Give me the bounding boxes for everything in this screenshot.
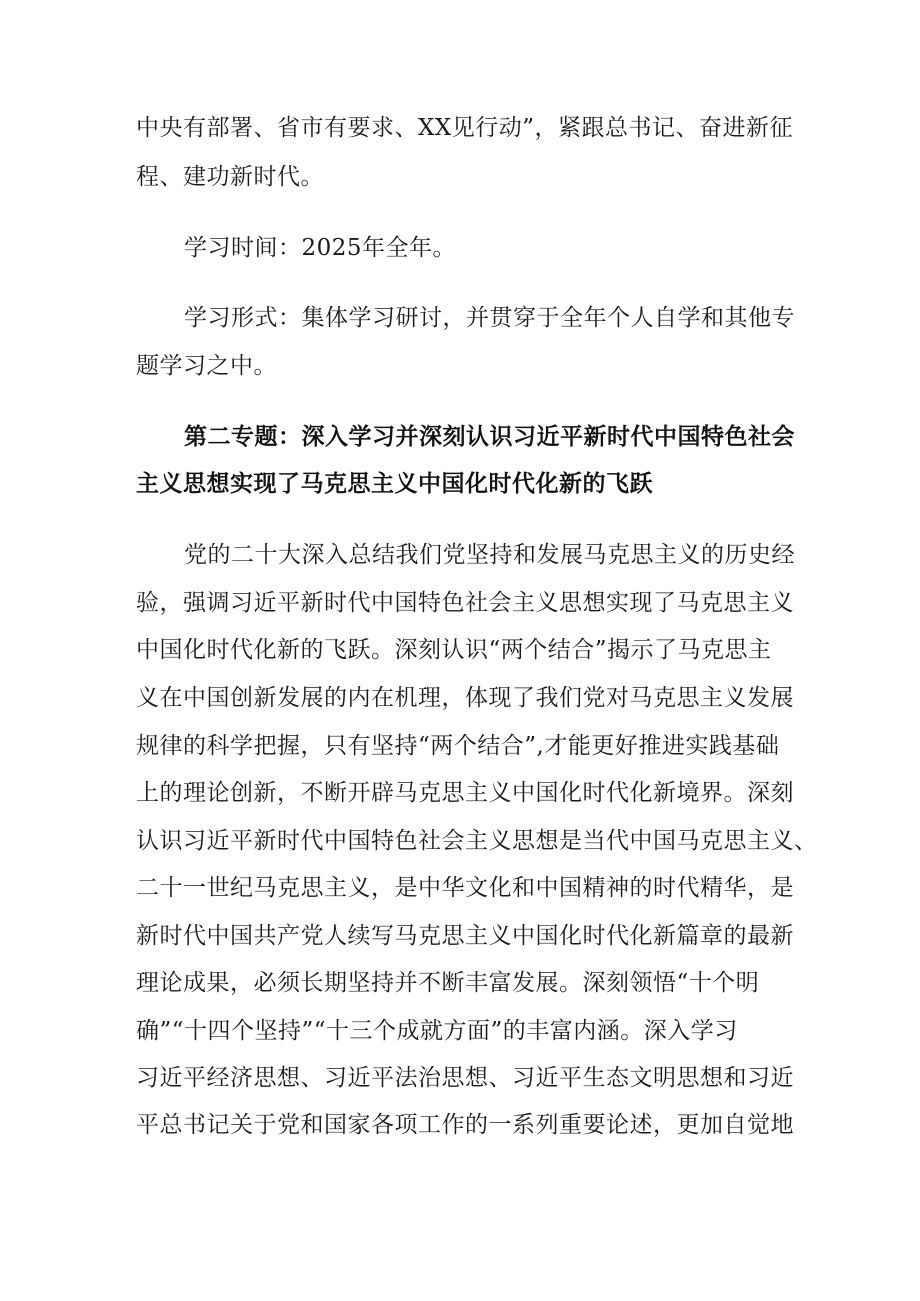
body-line: 习近平经济思想、习近平法治思想、习近平生态文明思想和习近 (136, 1065, 794, 1091)
body-line: 二十一世纪马克思主义，是中华文化和中国精神的时代精华，是 (136, 875, 794, 901)
body-line: 认识习近平新时代中国特色社会主义思想是当代中国马克思主义、 (136, 828, 818, 854)
topic-heading-line: 第二专题：深入学习并深刻认识习近平新时代中国特色社会 (184, 424, 795, 450)
body-line: 中国化时代化新的飞跃。深刻认识“两个结合”揭示了马克思主 (136, 637, 772, 663)
paragraph-line: 程、建功新时代。 (136, 164, 324, 190)
paragraph-line: 中央有部署、省市有要求、XX见行动”，紧跟总书记、奋进新征 (136, 115, 794, 141)
body-line: 义在中国创新发展的内在机理，体现了我们党对马克思主义发展 (136, 685, 794, 711)
body-line: 党的二十大深入总结我们党坚持和发展马克思主义的历史经 (184, 542, 795, 568)
body-line: 确”“十四个坚持”“十三个成就方面”的丰富内涵。深入学习 (136, 1018, 738, 1044)
body-line: 平总书记关于党和国家各项工作的一系列重要论述，更加自觉地 (136, 1112, 794, 1138)
body-line: 规律的科学把握，只有坚持“两个结合”,才能更好推进实践基础 (136, 733, 780, 759)
topic-heading-line: 主义思想实现了马克思主义中国化时代化新的飞跃 (136, 471, 653, 497)
body-line: 验，强调习近平新时代中国特色社会主义思想实现了马克思主义 (136, 590, 794, 616)
body-line: 新时代中国共产党人续写马克思主义中国化时代化新篇章的最新 (136, 923, 794, 949)
study-form-line: 题学习之中。 (136, 353, 277, 379)
study-form-line: 学习形式：集体学习研讨，并贯穿于全年个人自学和其他专 (184, 305, 795, 331)
body-line: 上的理论创新，不断开辟马克思主义中国化时代化新境界。深刻 (136, 780, 794, 806)
body-line: 理论成果，必须长期坚持并不断丰富发展。深刻领悟“十个明 (136, 970, 760, 996)
study-time-line: 学习时间：2025年全年。 (184, 235, 457, 261)
